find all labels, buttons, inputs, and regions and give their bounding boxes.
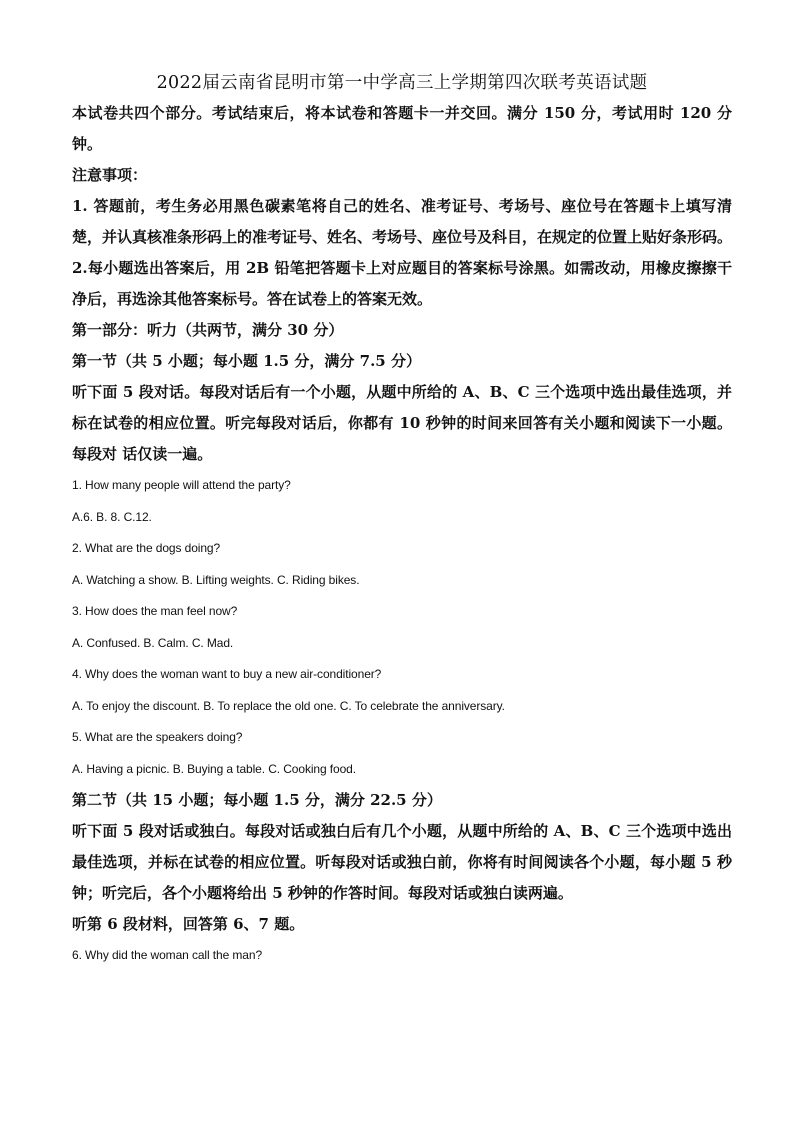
notice-item-1: 1. 答题前，考生务必用黑色碳素笔将自己的姓名、准考证号、考场号、座位号在答题卡上填写清 楚，并认真核准条形码上的准考证号、姓名、考场号、座位号及科目，在规定的位置上贴好条形码。 (72, 197, 733, 246)
notice-item-2: 2.每小题选出答案后，用 2B 铅笔把答题卡上对应题目的答案标号涂黑。如需改动，用橡皮擦擦干净后，再选涂其他答案标号。答在试卷上的答案无效。 (72, 259, 732, 308)
section2-instructions: 听下面 5 段对话或独白。每段对话或独白后有几个小题，从题中所给的 A、B、C 三个选项中选出最佳选项，并标在试卷的相应位置。听每段对话或独白前，你将有时间阅读各个小题，每小题 5 秒钟；听完后，各个小题将给出 5 秒钟的作答时间。每段对话或独白读两遍。 (72, 822, 732, 902)
question-2-text: 2. What are the dogs doing? (72, 541, 221, 555)
exam-page (72, 70, 732, 972)
question-1-options: A.6. B. 8. C.12. (72, 509, 152, 524)
notice-heading: 注意事项： (72, 166, 148, 184)
exam-intro: 本试卷共四个部分。考试结束后，将本试卷和答题卡一并交回。满分 150 分，考试用时 120 分钟。 (72, 104, 732, 153)
question-4-text: 4. Why does the woman want to buy a new air-conditioner? (72, 667, 382, 681)
question-2-options: A. Watching a show. B. Lifting weights. C. Riding bikes. (72, 572, 360, 587)
question-3-options: A. Confused. B. Calm. C. Mad. (72, 635, 234, 650)
section1-heading: 第一节（共 5 小题；每小题 1.5 分，满分 7.5 分） (72, 352, 421, 370)
question-3-text: 3. How does the man feel now? (72, 604, 238, 618)
question-list (72, 470, 732, 785)
part1-heading: 第一部分：听力（共两节，满分 30 分） (72, 321, 344, 339)
section1-instructions: 听下面 5 段对话。每段对话后有一个小题，从题中所给的 A、B、C 三个选项中选出最佳选项，并标在试卷的相应位置。听完每段对话后，你都有 10 秒钟的时间来回答有关小题和阅读下一小题。每段对 话仅读一遍。 (72, 383, 732, 463)
material-6-heading: 听第 6 段材料，回答第 6、7 题。 (72, 915, 305, 933)
question-6-text: 6. Why did the woman call the man? (72, 948, 263, 962)
section2-heading: 第二节（共 15 小题；每小题 1.5 分，满分 22.5 分） (72, 791, 442, 809)
exam-title: 2022届云南省昆明市第一中学高三上学期第四次联考英语试题 (156, 73, 648, 93)
question-5-options: A. Having a picnic. B. Buying a table. C. Cooking food. (72, 761, 356, 776)
question-5-text: 5. What are the speakers doing? (72, 730, 243, 744)
question-4-options: A. To enjoy the discount. B. To replace the old one. C. To celebrate the anniversary. (72, 698, 505, 713)
question-1-text: 1. How many people will attend the party? (72, 478, 291, 492)
